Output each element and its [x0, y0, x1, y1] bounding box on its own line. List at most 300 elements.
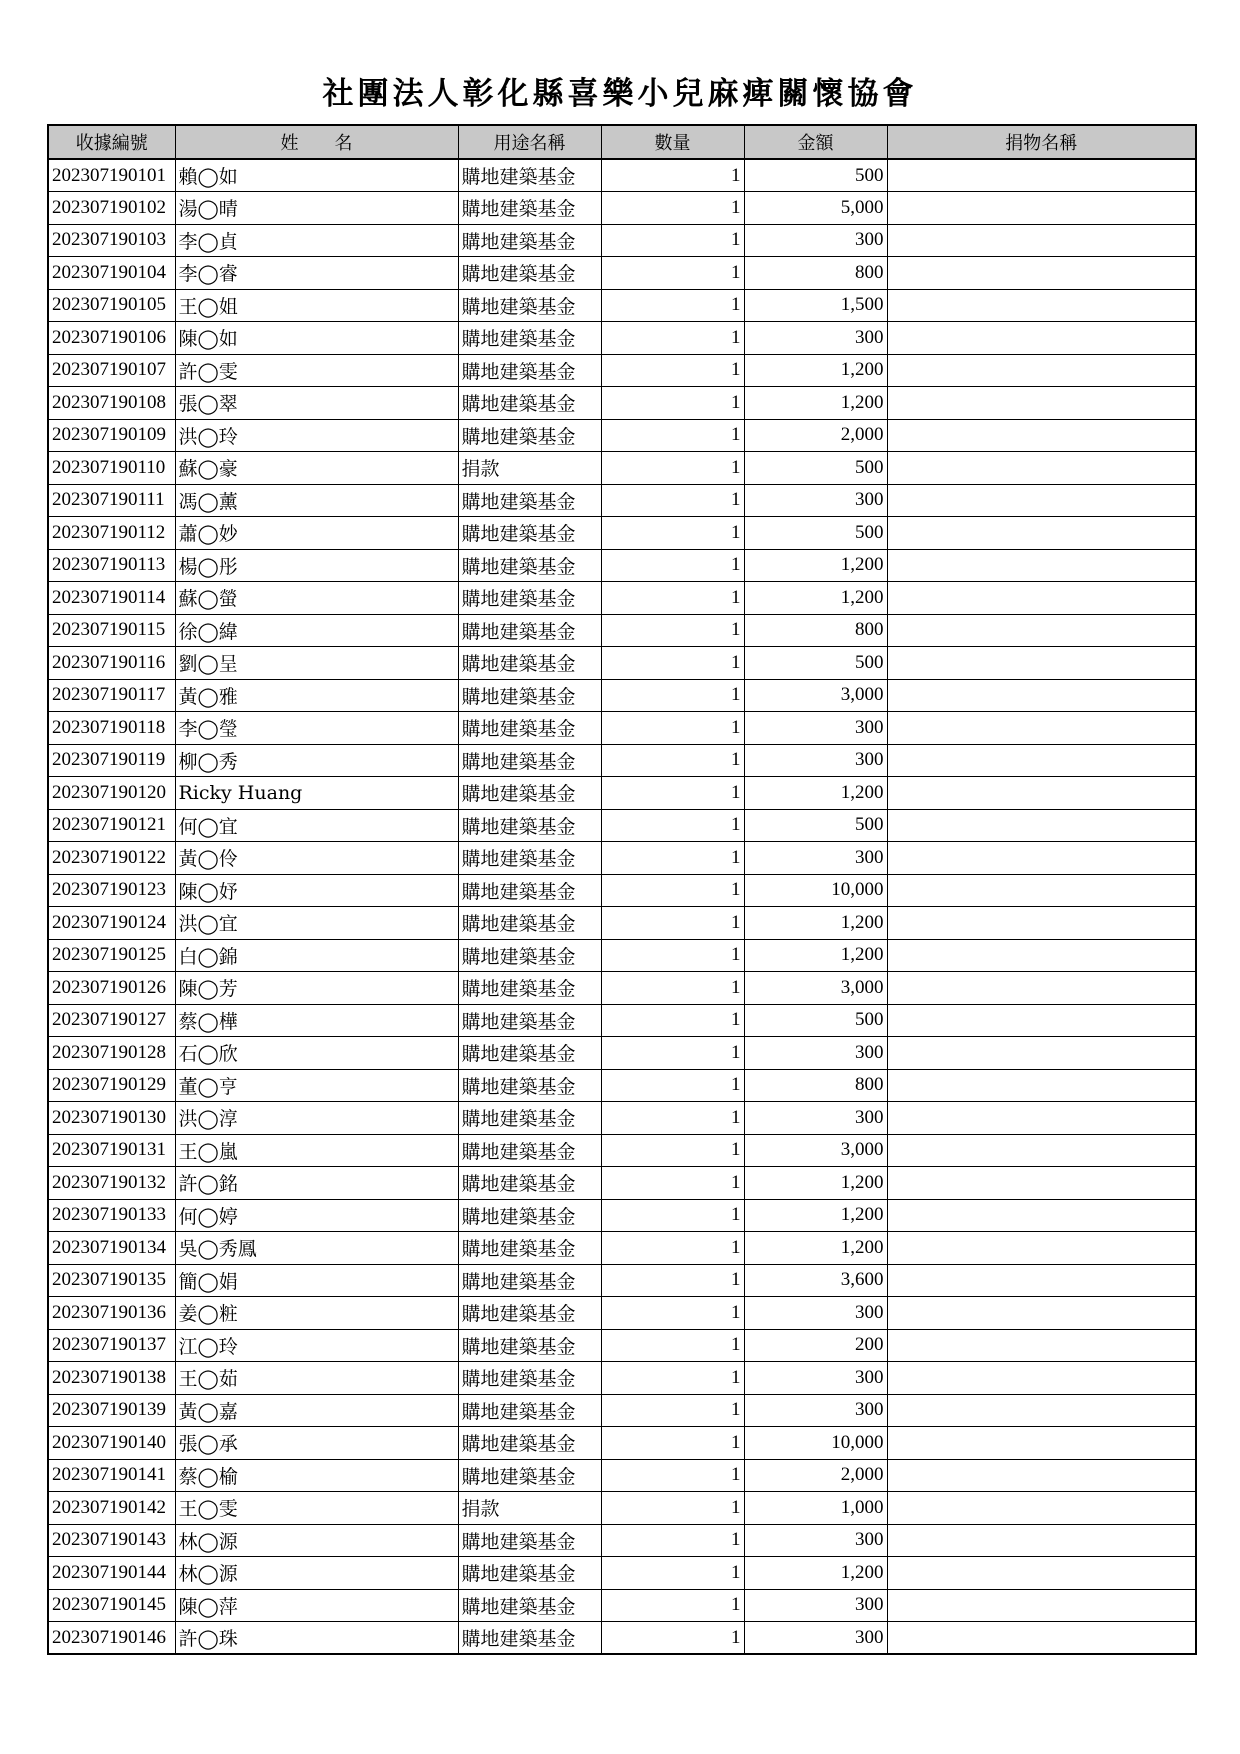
- receipt-no-cell: 202307190130: [48, 1102, 175, 1135]
- donor-name-cell: 李◯睿: [175, 257, 458, 290]
- purpose-cell: 購地建築基金: [458, 777, 601, 810]
- quantity-cell: 1: [601, 1069, 744, 1102]
- donor-name-cell: 柳◯秀: [175, 744, 458, 777]
- quantity-cell: 1: [601, 419, 744, 452]
- donor-name-cell: 簡◯娟: [175, 1264, 458, 1297]
- amount-cell: 300: [744, 1362, 887, 1395]
- purpose-cell: 購地建築基金: [458, 159, 601, 192]
- table-row: [48, 1037, 1196, 1070]
- purpose-cell: 購地建築基金: [458, 1199, 601, 1232]
- quantity-cell: 1: [601, 1232, 744, 1265]
- receipt-no-cell: 202307190140: [48, 1427, 175, 1460]
- amount-cell: 3,000: [744, 972, 887, 1005]
- receipt-no-cell: 202307190108: [48, 387, 175, 420]
- purpose-cell: 購地建築基金: [458, 257, 601, 290]
- table-row: [48, 1459, 1196, 1492]
- amount-cell: 3,000: [744, 679, 887, 712]
- item-name-cell: [887, 842, 1196, 875]
- donor-name-cell: 吳◯秀鳳: [175, 1232, 458, 1265]
- donor-name-cell: 張◯承: [175, 1427, 458, 1460]
- amount-cell: 300: [744, 1102, 887, 1135]
- receipt-no-cell: 202307190101: [48, 159, 175, 192]
- quantity-cell: 1: [601, 809, 744, 842]
- table-row: [48, 224, 1196, 257]
- receipt-no-cell: 202307190122: [48, 842, 175, 875]
- receipt-no-cell: 202307190118: [48, 712, 175, 745]
- donor-name-cell: 何◯婷: [175, 1199, 458, 1232]
- quantity-cell: 1: [601, 647, 744, 680]
- item-name-cell: [887, 939, 1196, 972]
- item-name-cell: [887, 582, 1196, 615]
- table-row: [48, 874, 1196, 907]
- purpose-cell: 購地建築基金: [458, 1459, 601, 1492]
- receipt-no-cell: 202307190145: [48, 1589, 175, 1622]
- quantity-cell: 1: [601, 1459, 744, 1492]
- item-name-cell: [887, 1362, 1196, 1395]
- table-row: [48, 1557, 1196, 1590]
- quantity-cell: 1: [601, 614, 744, 647]
- donor-name-cell: 蕭◯妙: [175, 517, 458, 550]
- quantity-cell: 1: [601, 354, 744, 387]
- table-row: [48, 1492, 1196, 1525]
- amount-cell: 10,000: [744, 1427, 887, 1460]
- receipt-no-cell: 202307190106: [48, 322, 175, 355]
- receipt-no-cell: 202307190119: [48, 744, 175, 777]
- receipt-no-cell: 202307190124: [48, 907, 175, 940]
- donor-name-cell: 湯◯晴: [175, 192, 458, 225]
- item-name-cell: [887, 1069, 1196, 1102]
- quantity-cell: 1: [601, 1199, 744, 1232]
- donor-name-cell: 林◯源: [175, 1524, 458, 1557]
- table-row: [48, 1069, 1196, 1102]
- quantity-cell: 1: [601, 1004, 744, 1037]
- item-name-cell: [887, 679, 1196, 712]
- receipt-no-cell: 202307190110: [48, 452, 175, 485]
- item-name-cell: [887, 354, 1196, 387]
- purpose-cell: 購地建築基金: [458, 712, 601, 745]
- table-row: [48, 452, 1196, 485]
- donor-name-cell: 王◯嵐: [175, 1134, 458, 1167]
- item-name-cell: [887, 517, 1196, 550]
- item-name-cell: [887, 484, 1196, 517]
- item-name-cell: [887, 744, 1196, 777]
- header-amount: 金額: [744, 125, 887, 159]
- donor-name-cell: 蘇◯豪: [175, 452, 458, 485]
- receipt-no-cell: 202307190120: [48, 777, 175, 810]
- donor-name-cell: 白◯錦: [175, 939, 458, 972]
- table-row: [48, 1004, 1196, 1037]
- amount-cell: 1,200: [744, 907, 887, 940]
- purpose-cell: 捐款: [458, 452, 601, 485]
- receipt-no-cell: 202307190121: [48, 809, 175, 842]
- item-name-cell: [887, 452, 1196, 485]
- receipt-no-cell: 202307190125: [48, 939, 175, 972]
- item-name-cell: [887, 1134, 1196, 1167]
- donation-ledger-table: [47, 124, 1197, 1655]
- quantity-cell: 1: [601, 1427, 744, 1460]
- quantity-cell: 1: [601, 224, 744, 257]
- item-name-cell: [887, 1037, 1196, 1070]
- item-name-cell: [887, 907, 1196, 940]
- donor-name-cell: 許◯銘: [175, 1167, 458, 1200]
- quantity-cell: 1: [601, 289, 744, 322]
- item-name-cell: [887, 874, 1196, 907]
- item-name-cell: [887, 419, 1196, 452]
- amount-cell: 1,200: [744, 549, 887, 582]
- purpose-cell: 購地建築基金: [458, 1069, 601, 1102]
- amount-cell: 800: [744, 614, 887, 647]
- purpose-cell: 購地建築基金: [458, 744, 601, 777]
- quantity-cell: 1: [601, 1394, 744, 1427]
- amount-cell: 300: [744, 1622, 887, 1655]
- receipt-no-cell: 202307190136: [48, 1297, 175, 1330]
- item-name-cell: [887, 289, 1196, 322]
- receipt-no-cell: 202307190142: [48, 1492, 175, 1525]
- donor-name-cell: 李◯瑩: [175, 712, 458, 745]
- receipt-no-cell: 202307190104: [48, 257, 175, 290]
- table-row: [48, 159, 1196, 192]
- item-name-cell: [887, 322, 1196, 355]
- table-row: [48, 647, 1196, 680]
- donor-name-cell: 姜◯粧: [175, 1297, 458, 1330]
- amount-cell: 2,000: [744, 419, 887, 452]
- purpose-cell: 購地建築基金: [458, 1167, 601, 1200]
- table-row: [48, 744, 1196, 777]
- receipt-no-cell: 202307190105: [48, 289, 175, 322]
- receipt-no-cell: 202307190135: [48, 1264, 175, 1297]
- amount-cell: 1,200: [744, 582, 887, 615]
- document-title: 社團法人彰化縣喜樂小兒麻痺關懷協會: [322, 76, 918, 112]
- receipt-no-cell: 202307190133: [48, 1199, 175, 1232]
- quantity-cell: 1: [601, 1297, 744, 1330]
- item-name-cell: [887, 1492, 1196, 1525]
- quantity-cell: 1: [601, 452, 744, 485]
- table-row: [48, 1394, 1196, 1427]
- item-name-cell: [887, 1329, 1196, 1362]
- quantity-cell: 1: [601, 842, 744, 875]
- receipt-no-cell: 202307190141: [48, 1459, 175, 1492]
- purpose-cell: 購地建築基金: [458, 1427, 601, 1460]
- receipt-no-cell: 202307190109: [48, 419, 175, 452]
- purpose-cell: 購地建築基金: [458, 1524, 601, 1557]
- item-name-cell: [887, 647, 1196, 680]
- item-name-cell: [887, 1524, 1196, 1557]
- purpose-cell: 購地建築基金: [458, 224, 601, 257]
- amount-cell: 500: [744, 647, 887, 680]
- purpose-cell: 購地建築基金: [458, 582, 601, 615]
- receipt-no-cell: 202307190117: [48, 679, 175, 712]
- item-name-cell: [887, 1557, 1196, 1590]
- quantity-cell: 1: [601, 159, 744, 192]
- amount-cell: 5,000: [744, 192, 887, 225]
- amount-cell: 500: [744, 1004, 887, 1037]
- table-row: [48, 907, 1196, 940]
- donor-name-cell: 王◯茹: [175, 1362, 458, 1395]
- amount-cell: 500: [744, 159, 887, 192]
- donor-name-cell: 賴◯如: [175, 159, 458, 192]
- receipt-no-cell: 202307190132: [48, 1167, 175, 1200]
- quantity-cell: 1: [601, 257, 744, 290]
- receipt-no-cell: 202307190115: [48, 614, 175, 647]
- donor-name-cell: 江◯玲: [175, 1329, 458, 1362]
- item-name-cell: [887, 1394, 1196, 1427]
- donor-name-cell: 徐◯緯: [175, 614, 458, 647]
- item-name-cell: [887, 257, 1196, 290]
- item-name-cell: [887, 192, 1196, 225]
- item-name-cell: [887, 972, 1196, 1005]
- amount-cell: 1,500: [744, 289, 887, 322]
- item-name-cell: [887, 1589, 1196, 1622]
- header-item-name: 捐物名稱: [887, 125, 1196, 159]
- donor-name-cell: 陳◯萍: [175, 1589, 458, 1622]
- quantity-cell: 1: [601, 517, 744, 550]
- purpose-cell: 購地建築基金: [458, 517, 601, 550]
- quantity-cell: 1: [601, 1167, 744, 1200]
- item-name-cell: [887, 387, 1196, 420]
- quantity-cell: 1: [601, 1102, 744, 1135]
- table-row: [48, 679, 1196, 712]
- table-row: [48, 1167, 1196, 1200]
- table-row: [48, 257, 1196, 290]
- donor-name-cell: 楊◯彤: [175, 549, 458, 582]
- table-row: [48, 712, 1196, 745]
- table-row: [48, 1199, 1196, 1232]
- donor-name-cell: 陳◯芳: [175, 972, 458, 1005]
- table-row: [48, 1297, 1196, 1330]
- amount-cell: 1,200: [744, 387, 887, 420]
- amount-cell: 1,200: [744, 354, 887, 387]
- receipt-no-cell: 202307190111: [48, 484, 175, 517]
- donor-name-cell: 陳◯如: [175, 322, 458, 355]
- table-row: [48, 517, 1196, 550]
- table-row: [48, 1524, 1196, 1557]
- quantity-cell: 1: [601, 712, 744, 745]
- amount-cell: 1,200: [744, 1557, 887, 1590]
- receipt-no-cell: 202307190131: [48, 1134, 175, 1167]
- item-name-cell: [887, 1102, 1196, 1135]
- amount-cell: 1,200: [744, 1167, 887, 1200]
- item-name-cell: [887, 1459, 1196, 1492]
- purpose-cell: 捐款: [458, 1492, 601, 1525]
- amount-cell: 300: [744, 712, 887, 745]
- quantity-cell: 1: [601, 679, 744, 712]
- receipt-no-cell: 202307190126: [48, 972, 175, 1005]
- item-name-cell: [887, 614, 1196, 647]
- quantity-cell: 1: [601, 549, 744, 582]
- purpose-cell: 購地建築基金: [458, 1329, 601, 1362]
- quantity-cell: 1: [601, 1037, 744, 1070]
- item-name-cell: [887, 1004, 1196, 1037]
- table-row: [48, 1362, 1196, 1395]
- quantity-cell: 1: [601, 1589, 744, 1622]
- purpose-cell: 購地建築基金: [458, 322, 601, 355]
- table-row: [48, 842, 1196, 875]
- table-row: [48, 192, 1196, 225]
- amount-cell: 300: [744, 484, 887, 517]
- donor-name-cell: 蔡◯榆: [175, 1459, 458, 1492]
- donor-name-cell: 王◯姐: [175, 289, 458, 322]
- table-row: [48, 1622, 1196, 1655]
- table-row: [48, 614, 1196, 647]
- amount-cell: 300: [744, 1524, 887, 1557]
- purpose-cell: 購地建築基金: [458, 679, 601, 712]
- quantity-cell: 1: [601, 1557, 744, 1590]
- amount-cell: 2,000: [744, 1459, 887, 1492]
- donor-name-cell: 許◯珠: [175, 1622, 458, 1655]
- table-row: [48, 1232, 1196, 1265]
- item-name-cell: [887, 159, 1196, 192]
- quantity-cell: 1: [601, 322, 744, 355]
- donor-name-cell: 董◯亨: [175, 1069, 458, 1102]
- donor-name-cell: 許◯雯: [175, 354, 458, 387]
- donor-name-cell: 洪◯宜: [175, 907, 458, 940]
- receipt-no-cell: 202307190134: [48, 1232, 175, 1265]
- purpose-cell: 購地建築基金: [458, 972, 601, 1005]
- receipt-no-cell: 202307190128: [48, 1037, 175, 1070]
- purpose-cell: 購地建築基金: [458, 1134, 601, 1167]
- quantity-cell: 1: [601, 744, 744, 777]
- item-name-cell: [887, 1232, 1196, 1265]
- receipt-no-cell: 202307190116: [48, 647, 175, 680]
- purpose-cell: 購地建築基金: [458, 354, 601, 387]
- receipt-no-cell: 202307190143: [48, 1524, 175, 1557]
- quantity-cell: 1: [601, 1492, 744, 1525]
- purpose-cell: 購地建築基金: [458, 1102, 601, 1135]
- quantity-cell: 1: [601, 192, 744, 225]
- amount-cell: 1,200: [744, 939, 887, 972]
- purpose-cell: 購地建築基金: [458, 1622, 601, 1655]
- receipt-no-cell: 202307190139: [48, 1394, 175, 1427]
- purpose-cell: 購地建築基金: [458, 192, 601, 225]
- table-row: [48, 387, 1196, 420]
- item-name-cell: [887, 777, 1196, 810]
- donor-name-cell: 陳◯妤: [175, 874, 458, 907]
- table-row: [48, 322, 1196, 355]
- purpose-cell: 購地建築基金: [458, 907, 601, 940]
- purpose-cell: 購地建築基金: [458, 1004, 601, 1037]
- amount-cell: 800: [744, 257, 887, 290]
- item-name-cell: [887, 1427, 1196, 1460]
- quantity-cell: 1: [601, 1264, 744, 1297]
- donor-name-cell: 馮◯薰: [175, 484, 458, 517]
- amount-cell: 1,200: [744, 1199, 887, 1232]
- receipt-no-cell: 202307190102: [48, 192, 175, 225]
- purpose-cell: 購地建築基金: [458, 1264, 601, 1297]
- donor-name-cell: 洪◯玲: [175, 419, 458, 452]
- table-row: [48, 549, 1196, 582]
- table-row: [48, 777, 1196, 810]
- receipt-no-cell: 202307190112: [48, 517, 175, 550]
- purpose-cell: 購地建築基金: [458, 1037, 601, 1070]
- quantity-cell: 1: [601, 907, 744, 940]
- donor-name-cell: 張◯翠: [175, 387, 458, 420]
- header-receipt-no: 收據編號: [48, 125, 175, 159]
- purpose-cell: 購地建築基金: [458, 484, 601, 517]
- header-name: 姓 名: [175, 125, 458, 159]
- donor-name-cell: Ricky Huang: [175, 777, 458, 810]
- table-row: [48, 484, 1196, 517]
- item-name-cell: [887, 549, 1196, 582]
- purpose-cell: 購地建築基金: [458, 647, 601, 680]
- receipt-no-cell: 202307190107: [48, 354, 175, 387]
- amount-cell: 300: [744, 744, 887, 777]
- header-row: [48, 125, 1196, 159]
- donor-name-cell: 黃◯雅: [175, 679, 458, 712]
- purpose-cell: 購地建築基金: [458, 1394, 601, 1427]
- amount-cell: 3,000: [744, 1134, 887, 1167]
- header-quantity: 數量: [601, 125, 744, 159]
- receipt-no-cell: 202307190137: [48, 1329, 175, 1362]
- table-row: [48, 1589, 1196, 1622]
- item-name-cell: [887, 1297, 1196, 1330]
- purpose-cell: 購地建築基金: [458, 1232, 601, 1265]
- quantity-cell: 1: [601, 484, 744, 517]
- amount-cell: 300: [744, 1037, 887, 1070]
- donor-name-cell: 黃◯嘉: [175, 1394, 458, 1427]
- donor-name-cell: 洪◯淳: [175, 1102, 458, 1135]
- purpose-cell: 購地建築基金: [458, 1297, 601, 1330]
- table-row: [48, 1264, 1196, 1297]
- purpose-cell: 購地建築基金: [458, 387, 601, 420]
- item-name-cell: [887, 1167, 1196, 1200]
- receipt-no-cell: 202307190103: [48, 224, 175, 257]
- donor-name-cell: 石◯欣: [175, 1037, 458, 1070]
- purpose-cell: 購地建築基金: [458, 842, 601, 875]
- receipt-no-cell: 202307190127: [48, 1004, 175, 1037]
- quantity-cell: 1: [601, 972, 744, 1005]
- amount-cell: 300: [744, 1297, 887, 1330]
- receipt-no-cell: 202307190144: [48, 1557, 175, 1590]
- amount-cell: 500: [744, 517, 887, 550]
- table-row: [48, 289, 1196, 322]
- purpose-cell: 購地建築基金: [458, 874, 601, 907]
- donor-name-cell: 蘇◯螢: [175, 582, 458, 615]
- amount-cell: 1,200: [744, 1232, 887, 1265]
- quantity-cell: 1: [601, 777, 744, 810]
- table-row: [48, 1329, 1196, 1362]
- table-row: [48, 809, 1196, 842]
- purpose-cell: 購地建築基金: [458, 549, 601, 582]
- purpose-cell: 購地建築基金: [458, 419, 601, 452]
- amount-cell: 500: [744, 809, 887, 842]
- donor-name-cell: 蔡◯樺: [175, 1004, 458, 1037]
- purpose-cell: 購地建築基金: [458, 1589, 601, 1622]
- amount-cell: 300: [744, 322, 887, 355]
- amount-cell: 300: [744, 1394, 887, 1427]
- ledger-body: [48, 159, 1196, 1654]
- item-name-cell: [887, 1622, 1196, 1655]
- quantity-cell: 1: [601, 939, 744, 972]
- header-purpose: 用途名稱: [458, 125, 601, 159]
- receipt-no-cell: 202307190129: [48, 1069, 175, 1102]
- donor-name-cell: 王◯雯: [175, 1492, 458, 1525]
- amount-cell: 800: [744, 1069, 887, 1102]
- purpose-cell: 購地建築基金: [458, 614, 601, 647]
- donor-name-cell: 何◯宜: [175, 809, 458, 842]
- table-row: [48, 354, 1196, 387]
- quantity-cell: 1: [601, 1134, 744, 1167]
- donor-name-cell: 劉◯呈: [175, 647, 458, 680]
- amount-cell: 500: [744, 452, 887, 485]
- table-row: [48, 939, 1196, 972]
- amount-cell: 1,200: [744, 777, 887, 810]
- purpose-cell: 購地建築基金: [458, 1557, 601, 1590]
- quantity-cell: 1: [601, 1524, 744, 1557]
- quantity-cell: 1: [601, 1329, 744, 1362]
- amount-cell: 300: [744, 1589, 887, 1622]
- quantity-cell: 1: [601, 1622, 744, 1655]
- amount-cell: 1,000: [744, 1492, 887, 1525]
